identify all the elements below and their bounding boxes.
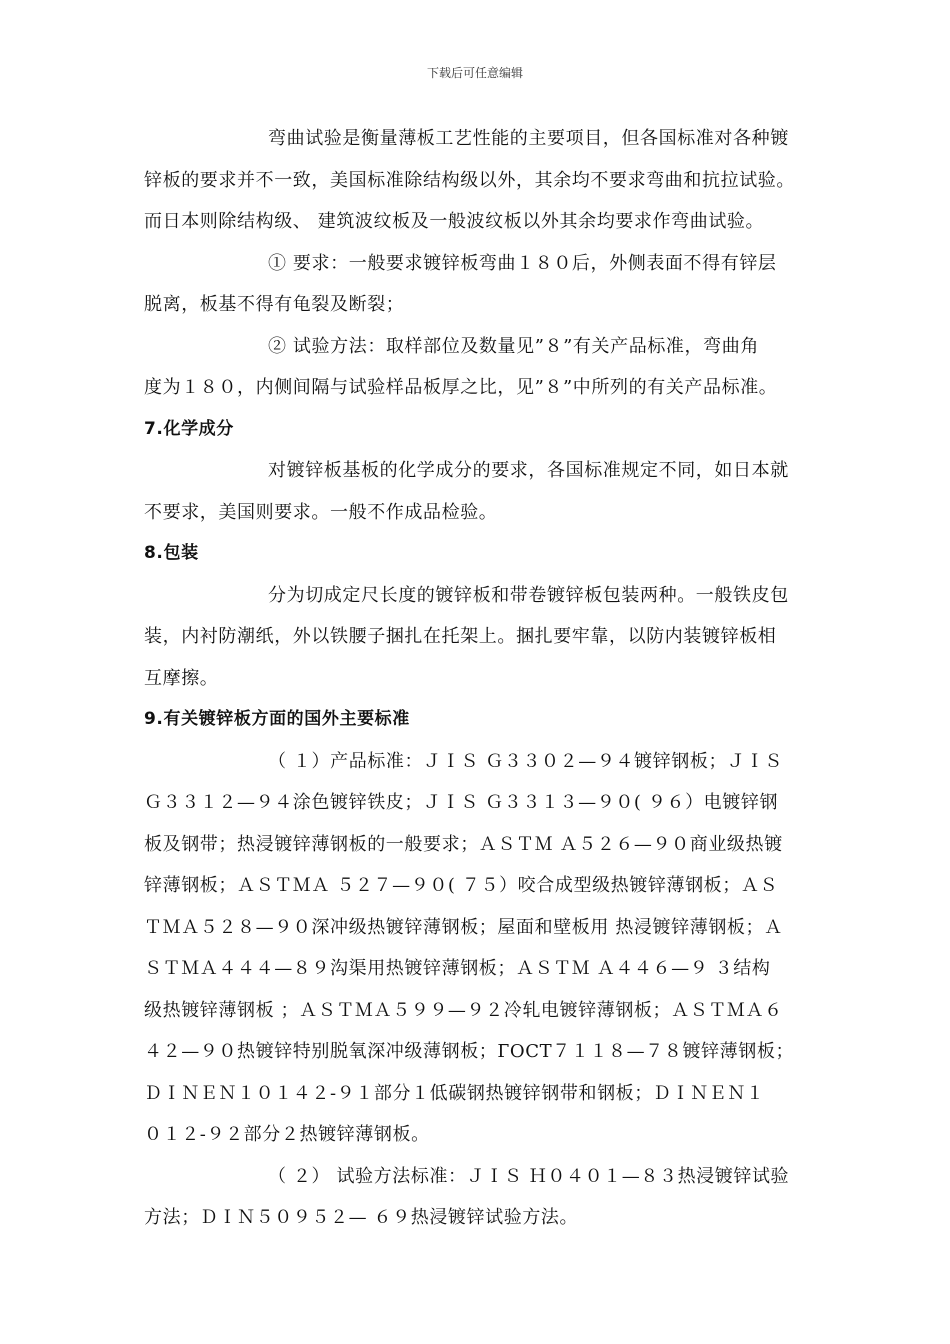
section-heading: 8.包装 — [144, 543, 199, 563]
paragraph-line: 分为切成定尺长度的镀锌板和带卷镀锌板包装两种。一般铁皮包 — [268, 584, 789, 606]
paragraph-line: 锌薄钢板；ＡＳＴＭＡ ５２７—９０( ７５）咬合成型级热镀锌薄钢板；ＡＳ — [144, 875, 779, 896]
paragraph-line: 而日本则除结构级、 建筑波纹板及一般波纹板以外其余均要求作弯曲试验。 — [144, 211, 765, 232]
paragraph-line: ① 要求：一般要求镀锌板弯曲１８０后，外侧表面不得有锌层 — [268, 252, 777, 274]
page-header: 下载后可任意编辑 — [426, 66, 523, 80]
paragraph-line: 互摩擦。 — [144, 667, 219, 689]
paragraph-line: 不要求，美国则要求。一般不作成品检验。 — [144, 501, 498, 523]
section-heading: 7.化学成分 — [144, 418, 234, 439]
paragraph-line: 对镀锌板基板的化学成分的要求，各国标准规定不同，如日本就 — [268, 460, 789, 481]
paragraph-line: 脱离，板基不得有龟裂及断裂； — [144, 294, 405, 315]
paragraph-line: Ｇ３３１２—９４涂色镀锌铁皮；ＪＩＳ Ｇ３３１３—９０( ９６）电镀锌钢 — [144, 792, 779, 813]
paragraph-line: 级热镀锌薄钢板 ；ＡＳＴＭＡ５９９—９２冷轧电镀锌薄钢板；ＡＳＴＭＡ６ — [144, 999, 783, 1021]
paragraph-line: ４２—９０热镀锌特别脱氧深冲级薄钢板；ГОСТ７１１８—７８镀锌薄钢板； — [144, 1041, 795, 1062]
paragraph-line: 度为１８０，内侧间隔与试验样品板厚之比，见”８”中所列的有关产品标准。 — [144, 377, 778, 398]
section-heading: 9.有关镀锌板方面的国外主要标准 — [144, 709, 410, 729]
paragraph-line: ＤＩＮＥＮ１０１４２-９１部分１低碳钢热镀锌钢带和钢板；ＤＩＮＥＮ１ — [144, 1082, 765, 1104]
paragraph-line: ＳＴＭＡ４４４—８９沟渠用热镀锌薄钢板；ＡＳＴＭ Ａ４４６—９ ３结构 — [144, 958, 771, 979]
paragraph-line: 弯曲试验是衡量薄板工艺性能的主要项目，但各国标准对各种镀 — [268, 128, 789, 149]
paragraph-line: （ １）产品标准：ＪＩＳ Ｇ３３０２—９４镀锌钢板；ＪＩＳ — [268, 750, 783, 772]
paragraph-line: ０１２-９２部分２热镀锌薄钢板。 — [144, 1124, 430, 1145]
paragraph-line: 板及钢带；热浸镀锌薄钢板的一般要求；ＡＳＴＭ Ａ５２６—９０商业级热镀 — [144, 833, 783, 855]
paragraph-line: ② 试验方法：取样部位及数量见”８”有关产品标准，弯曲角 — [268, 335, 759, 357]
paragraph-line: ＴＭＡ５２８—９０深冲级热镀锌薄钢板；屋面和壁板用 热浸镀锌薄钢板；Ａ — [144, 916, 783, 938]
paragraph-line: 装，内衬防潮纸，外以铁腰子捆扎在托架上。捆扎要牢靠，以防内装镀锌板相 — [144, 626, 777, 647]
paragraph-line: 方法；ＤＩＮ５０９５２— ６９热浸镀锌试验方法。 — [144, 1207, 579, 1228]
document-body — [144, 118, 816, 1239]
paragraph-line: 锌板的要求并不一致，美国标准除结构级以外，其余均不要求弯曲和抗拉试验。 — [144, 169, 795, 191]
paragraph-line: （ ２） 试验方法标准：ＪＩＳ Ｈ０４０１—８３热浸镀锌试验 — [268, 1165, 790, 1187]
